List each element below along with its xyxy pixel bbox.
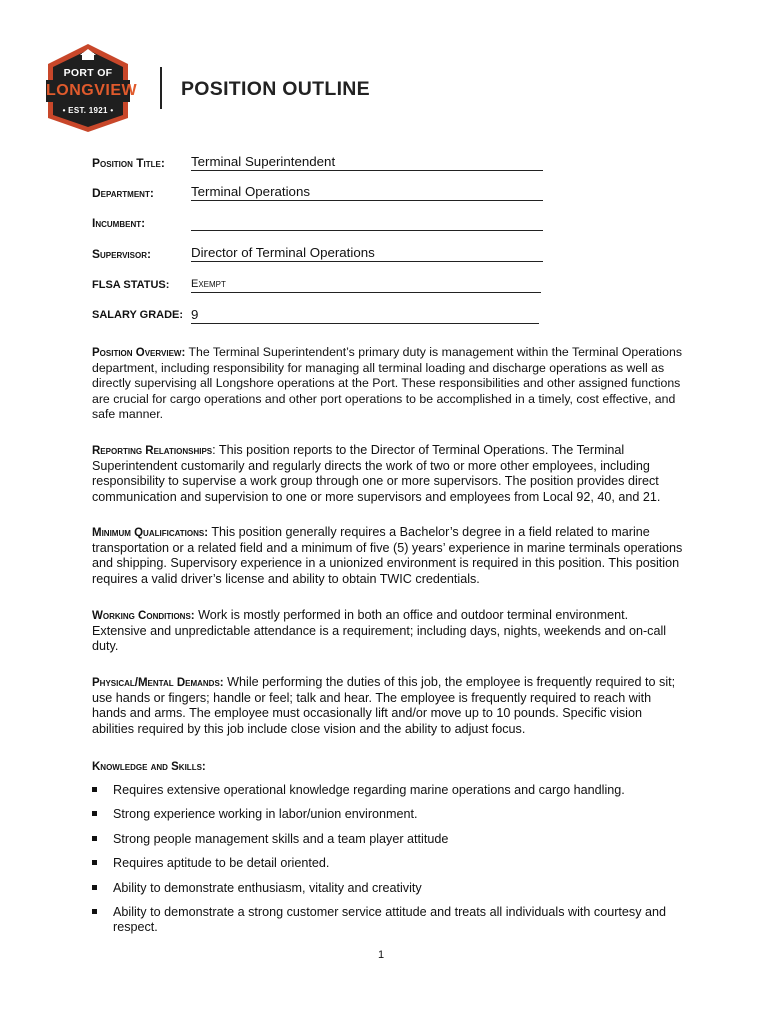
knowledge-skills-heading: Knowledge and Skills: bbox=[92, 761, 206, 773]
salary-grade-value: 9 bbox=[191, 307, 539, 324]
position-overview-heading: Position Overview: bbox=[92, 347, 186, 359]
bullet-square-icon bbox=[92, 909, 97, 914]
bullet-square-icon bbox=[92, 885, 97, 890]
salary-grade-label: SALARY GRADE: bbox=[92, 309, 184, 321]
incumbent-label: Incumbent: bbox=[92, 216, 146, 230]
reporting-relationships-text: : This position reports to the Director of Terminal Operations. The Terminal Superintendent customarily and regularly directs the work of two or more other employees, including responsibility to supervise a work group through one or more supervisors. The position provides direct communication and supervision to one or more supervisors and employees from Local 92, 40, and 21. bbox=[92, 443, 661, 504]
bullet-square-icon bbox=[92, 787, 97, 792]
logo-port-of-text: PORT OF bbox=[63, 67, 113, 79]
page-number: 1 bbox=[378, 949, 385, 961]
list-item: Ability to demonstrate a strong customer service attitude and treats all individuals with courtesy and respect. bbox=[92, 905, 682, 935]
minimum-qualifications bbox=[92, 525, 686, 587]
supervisor-label: Supervisor: bbox=[92, 247, 151, 261]
minimum-qualifications-heading: Minimum Qualifications: bbox=[92, 527, 209, 539]
logo-longview-text: LONGVIEW bbox=[46, 80, 130, 102]
working-conditions-heading: Working Conditions: bbox=[92, 610, 195, 622]
department-value: Terminal Operations bbox=[191, 184, 543, 201]
supervisor-value: Director of Terminal Operations bbox=[191, 245, 543, 262]
logo-established-text: • EST. 1921 • bbox=[62, 106, 114, 115]
list-item: Strong people management skills and a team player attitude bbox=[92, 832, 682, 847]
position-overview bbox=[92, 345, 686, 422]
incumbent-value bbox=[191, 214, 543, 231]
list-item: Requires extensive operational knowledge regarding marine operations and cargo handling. bbox=[92, 783, 682, 798]
working-conditions bbox=[92, 608, 686, 655]
header-divider bbox=[160, 67, 162, 109]
physical-mental-demands-heading: Physical/Mental Demands: bbox=[92, 677, 224, 689]
list-item: Requires aptitude to be detail oriented. bbox=[92, 856, 682, 871]
physical-mental-demands bbox=[92, 675, 686, 737]
flsa-status-value: Exempt bbox=[191, 276, 541, 293]
bullet-square-icon bbox=[92, 836, 97, 841]
minimum-qualifications-text: This position generally requires a Bachelor’s degree in a field related to marine transportation or a related field and a minimum of five (5) years’ experience in marine terminals operations and shipping. Supervisory experience in a unionized environment is required in this position. This position requires a valid driver’s license and ability to obtain TWIC credentials. bbox=[92, 525, 683, 586]
reporting-relationships bbox=[92, 443, 686, 505]
list-item: Strong experience working in labor/union environment. bbox=[92, 807, 682, 822]
physical-mental-demands-text: While performing the duties of this job, the employee is frequently required to sit; use hands or fingers; handle or feel; talk and hear. The employee is frequently required to reach with hands and arms. The employee must occasionally lift and/or move up to 10 pounds. Specific vision abilities required by this job include close vision and the ability to adjust focus. bbox=[92, 675, 676, 736]
department-label: Department: bbox=[92, 186, 154, 200]
flsa-status-label: FLSA STATUS: bbox=[92, 279, 170, 291]
position-title-value: Terminal Superintendent bbox=[191, 154, 543, 171]
working-conditions-text: Work is mostly performed in both an office and outdoor terminal environment. Extensive and unpredictable attendance is a requirement; including days, nights, weekends and on-call duty. bbox=[92, 608, 667, 654]
bullet-square-icon bbox=[92, 860, 97, 865]
page-title: POSITION OUTLINE bbox=[181, 78, 370, 100]
list-item: Ability to demonstrate enthusiasm, vitality and creativity bbox=[92, 881, 682, 896]
reporting-relationships-heading: Reporting Relationships bbox=[92, 445, 213, 457]
port-of-longview-logo bbox=[46, 42, 138, 134]
position-overview-text: The Terminal Superintendent’s primary duty is management within the Terminal Operations department, including responsibility for managing all terminal loading and discharge operations as well as directly supervising all Longshore operations at the Port. These responsibilities and other assigned functions are crucial for cargo operations and other port operations to be accomplished in a timely, cost effective, and safe manner. bbox=[92, 345, 682, 421]
knowledge-skills-list bbox=[92, 783, 682, 945]
position-title-label: Position Title: bbox=[92, 156, 165, 170]
bullet-square-icon bbox=[92, 811, 97, 816]
